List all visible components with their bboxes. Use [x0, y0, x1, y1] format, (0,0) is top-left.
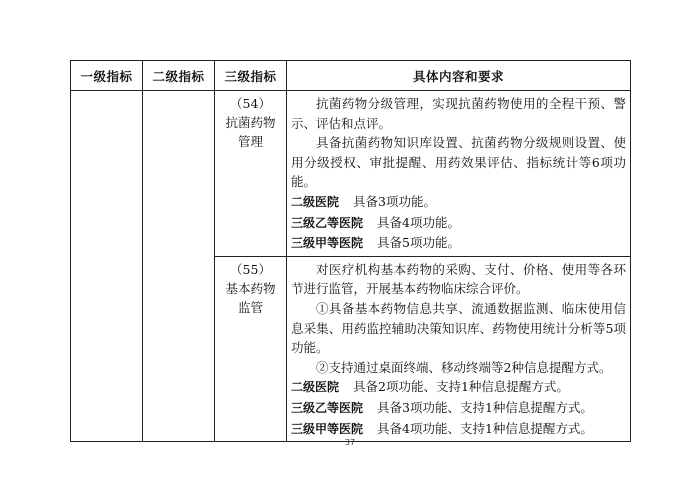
content-paragraph: ②支持通过桌面终端、移动终端等2种信息提醒方式。	[316, 359, 612, 375]
hospital-requirement-text: 具备4项功能。	[377, 214, 460, 230]
level1-cell	[71, 91, 143, 442]
content-paragraph: 具备抗菌药物知识库设置、抗菌药物分级规则设置、使用分级授权、审批提醒、用药效果评估、指标统计等6项功能。	[291, 135, 626, 190]
level3-cell	[215, 256, 287, 441]
page-number: 37	[344, 438, 356, 447]
hospital-requirement-text: 具备5项功能。	[377, 235, 460, 251]
table-row	[71, 91, 631, 257]
indicator-code: （54）	[230, 96, 271, 111]
hospital-requirement	[291, 398, 626, 419]
hospital-requirement	[291, 233, 626, 254]
hospital-level-label: 三级甲等医院	[291, 421, 364, 436]
hospital-level-label: 三级乙等医院	[291, 215, 364, 230]
hospital-level-label: 三级乙等医院	[291, 400, 364, 415]
indicator-name-line1: 抗菌药物	[225, 115, 276, 130]
header-content-requirements: 具体内容和要求	[287, 61, 631, 91]
hospital-requirement	[291, 419, 626, 440]
hospital-level-label: 三级甲等医院	[291, 236, 364, 251]
content-cell	[287, 91, 631, 257]
content-paragraph: 对医疗机构基本药物的采购、支付、价格、使用等各环节进行监管，开展基本药物临床综合评价。	[291, 261, 626, 297]
content-paragraph: ①具备基本药物信息共享、流通数据监测、临床使用信息采集、用药监控辅助决策知识库、药物使用统计分析等5项功能。	[291, 300, 626, 356]
hospital-requirement	[291, 192, 626, 213]
header-level1-indicator: 一级指标	[71, 61, 143, 91]
hospital-requirement-text: 具备2项功能、支持1种信息提醒方式。	[353, 379, 569, 395]
indicator-name-line2: 管理	[237, 134, 263, 149]
indicator-table	[70, 60, 631, 442]
table-header-row	[71, 61, 631, 91]
level3-cell	[215, 91, 287, 257]
hospital-requirement-text: 具备3项功能、支持1种信息提醒方式。	[377, 399, 593, 415]
indicator-code: （55）	[230, 261, 271, 277]
hospital-requirement	[291, 213, 626, 234]
header-level3-indicator: 三级指标	[215, 61, 287, 91]
header-level2-indicator: 二级指标	[143, 61, 215, 91]
hospital-requirement	[291, 377, 626, 398]
level2-cell	[143, 91, 215, 442]
indicator-name-line2: 监管	[237, 299, 263, 315]
indicator-name-line1: 基本药物	[225, 280, 276, 296]
hospital-level-label: 二级医院	[291, 194, 340, 209]
hospital-requirement-text: 具备4项功能、支持1种信息提醒方式。	[377, 420, 593, 436]
hospital-level-label: 二级医院	[291, 380, 340, 395]
content-cell	[287, 256, 631, 441]
content-paragraph: 抗菌药物分级管理，实现抗菌药物使用的全程干预、警示、评估和点评。	[291, 96, 626, 131]
hospital-requirement-text: 具备3项功能。	[353, 193, 436, 209]
